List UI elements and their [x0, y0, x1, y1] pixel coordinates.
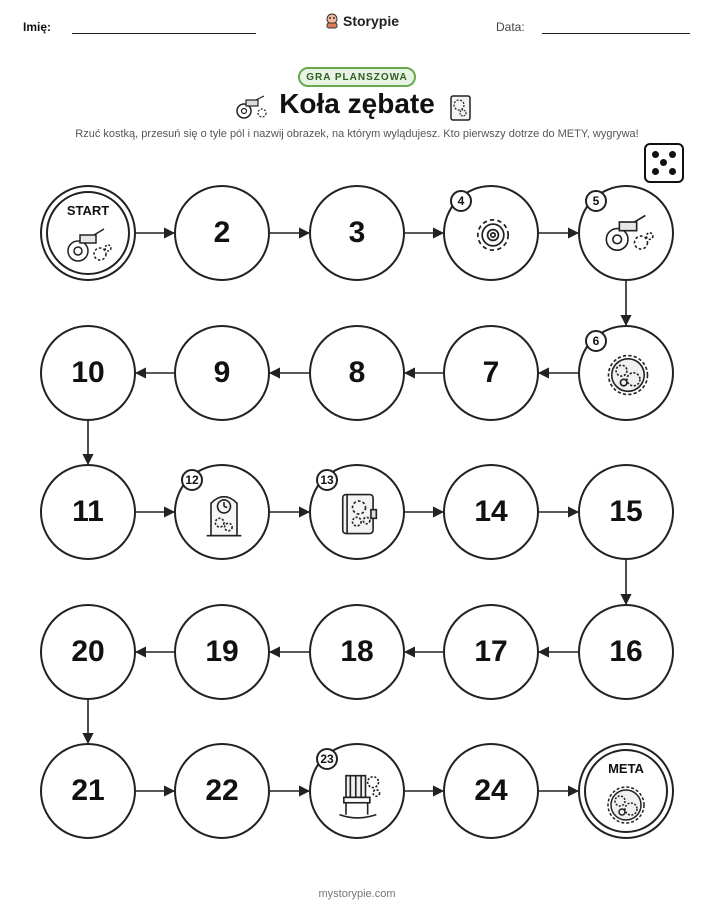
cell-number: 15	[609, 495, 643, 528]
board-cell-16	[578, 604, 674, 700]
cell-number: 2	[213, 216, 231, 249]
board-cell-7	[443, 325, 539, 421]
board-cell-17	[443, 604, 539, 700]
board-cell-10	[40, 325, 136, 421]
cell-number: 14	[474, 495, 508, 528]
cell-number-badge: 23	[316, 748, 338, 770]
cell-number: 22	[205, 774, 239, 807]
gear-book-icon	[333, 488, 385, 540]
name-label: Imię:	[23, 20, 52, 34]
clockwork-icon	[602, 781, 650, 829]
cell-number: 11	[72, 495, 104, 528]
date-label: Data:	[496, 20, 525, 34]
board-cell-15	[578, 464, 674, 560]
footer-site: mystorypie.com	[318, 888, 396, 900]
tractor-gear-icon	[64, 223, 112, 271]
cell-number: 10	[71, 356, 105, 389]
gear-chair-icon	[333, 767, 385, 819]
cell-number-badge: 12	[181, 469, 203, 491]
gear-clock-icon	[198, 488, 250, 540]
cell-number-badge: 4	[450, 190, 472, 212]
cell-number: 19	[205, 635, 239, 668]
board-cell-21	[40, 743, 136, 839]
board-cell-11	[40, 464, 136, 560]
clockwork-icon	[602, 349, 654, 401]
tractor-gear-icon	[602, 209, 654, 261]
cell-number: 24	[474, 774, 508, 807]
start-label: START	[66, 203, 110, 218]
board-cell-3	[309, 185, 405, 281]
board-cell-9	[174, 325, 270, 421]
board-cell-25	[578, 743, 674, 839]
board-cell-1	[40, 185, 136, 281]
cell-number: 18	[340, 635, 374, 668]
category-badge: GRA PLANSZOWA	[298, 67, 416, 87]
board-cell-22	[174, 743, 270, 839]
board-cell-2	[174, 185, 270, 281]
board-cell-8	[309, 325, 405, 421]
cell-number: 9	[213, 356, 231, 389]
brand-name: Storypie	[343, 13, 400, 29]
board-cell-20	[40, 604, 136, 700]
cell-number: 3	[348, 216, 366, 249]
instructions: Rzuć kostką, przesuń się o tyle pól i nazwij obrazek, na którym wylądujesz. Kto pierwszy dotrze do METY, wygrywa!	[75, 128, 639, 140]
cell-number-badge: 5	[585, 190, 607, 212]
cell-number: 21	[71, 774, 105, 807]
gear-icon	[467, 209, 519, 261]
finish-label: META	[608, 761, 644, 776]
cell-number: 16	[609, 635, 643, 668]
cell-number-badge: 13	[316, 469, 338, 491]
board-cell-14	[443, 464, 539, 560]
cell-number: 8	[348, 356, 366, 389]
cell-number: 7	[482, 356, 500, 389]
board-cell-19	[174, 604, 270, 700]
cell-number-badge: 6	[585, 330, 607, 352]
cell-number: 20	[71, 635, 105, 668]
cell-number: 17	[474, 635, 508, 668]
page-title: Koła zębate	[279, 88, 435, 119]
board-cell-18	[309, 604, 405, 700]
board-cell-24	[443, 743, 539, 839]
